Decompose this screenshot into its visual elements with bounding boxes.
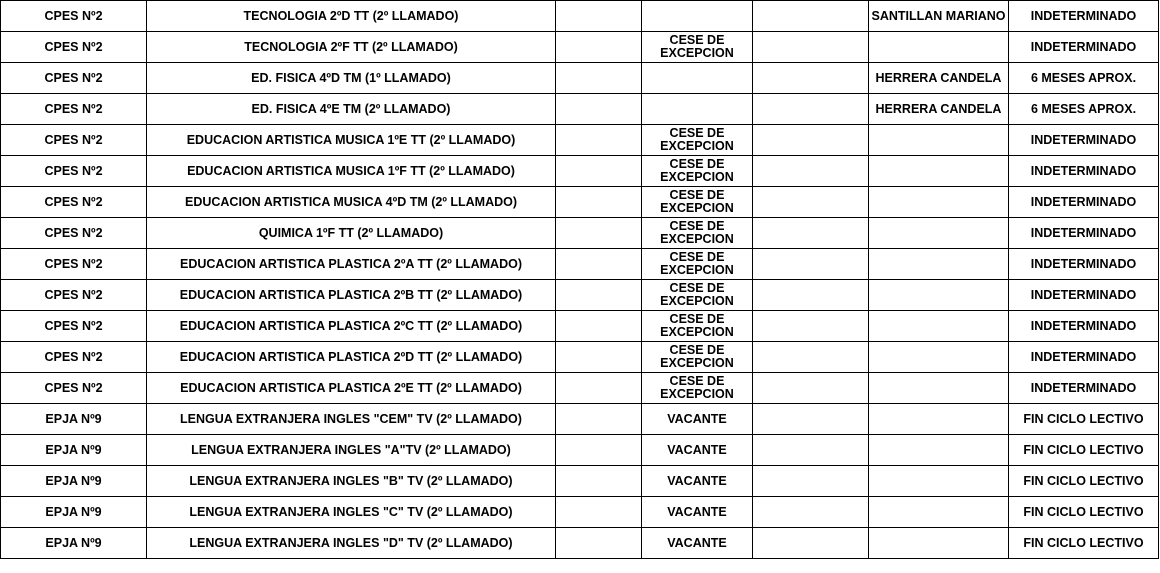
teacher-cell <box>869 125 1009 156</box>
blank-cell <box>556 94 642 125</box>
blank-cell <box>556 218 642 249</box>
reason-cell: CESE DE EXCEPCION <box>642 249 753 280</box>
reason-cell <box>642 63 753 94</box>
duration-cell: FIN CICLO LECTIVO <box>1009 466 1159 497</box>
reason-cell: VACANTE <box>642 435 753 466</box>
subject-cell: LENGUA EXTRANJERA INGLES "C" TV (2º LLAMADO) <box>147 497 556 528</box>
duration-cell: INDETERMINADO <box>1009 311 1159 342</box>
blank-cell-2 <box>753 218 869 249</box>
subject-cell: EDUCACION ARTISTICA MUSICA 4ºD TM (2º LLAMADO) <box>147 187 556 218</box>
reason-cell: CESE DE EXCEPCION <box>642 373 753 404</box>
school-cell: CPES Nº2 <box>1 1 147 32</box>
school-cell: CPES Nº2 <box>1 218 147 249</box>
blank-cell <box>556 32 642 63</box>
duration-cell: INDETERMINADO <box>1009 249 1159 280</box>
duration-cell: FIN CICLO LECTIVO <box>1009 435 1159 466</box>
school-cell: EPJA Nº9 <box>1 528 147 559</box>
blank-cell <box>556 249 642 280</box>
teacher-cell <box>869 32 1009 63</box>
blank-cell-2 <box>753 32 869 63</box>
blank-cell <box>556 156 642 187</box>
teacher-cell <box>869 156 1009 187</box>
table-row <box>1 311 1159 342</box>
blank-cell-2 <box>753 249 869 280</box>
blank-cell <box>556 311 642 342</box>
subject-cell: EDUCACION ARTISTICA PLASTICA 2ºD TT (2º LLAMADO) <box>147 342 556 373</box>
blank-cell-2 <box>753 342 869 373</box>
blank-cell <box>556 404 642 435</box>
school-cell: CPES Nº2 <box>1 342 147 373</box>
duration-cell: INDETERMINADO <box>1009 187 1159 218</box>
blank-cell-2 <box>753 125 869 156</box>
teacher-cell <box>869 218 1009 249</box>
reason-cell: VACANTE <box>642 528 753 559</box>
subject-cell: LENGUA EXTRANJERA INGLES "D" TV (2º LLAMADO) <box>147 528 556 559</box>
teacher-cell: SANTILLAN MARIANO <box>869 1 1009 32</box>
subject-cell: EDUCACION ARTISTICA PLASTICA 2ºA TT (2º LLAMADO) <box>147 249 556 280</box>
duration-cell: FIN CICLO LECTIVO <box>1009 497 1159 528</box>
table-row <box>1 280 1159 311</box>
blank-cell-2 <box>753 528 869 559</box>
subject-cell: LENGUA EXTRANJERA INGLES "CEM" TV (2º LLAMADO) <box>147 404 556 435</box>
reason-cell: CESE DE EXCEPCION <box>642 187 753 218</box>
teacher-cell <box>869 187 1009 218</box>
teacher-cell: HERRERA CANDELA <box>869 63 1009 94</box>
duration-cell: FIN CICLO LECTIVO <box>1009 404 1159 435</box>
duration-cell: INDETERMINADO <box>1009 218 1159 249</box>
blank-cell <box>556 280 642 311</box>
table-row <box>1 1 1159 32</box>
reason-cell: CESE DE EXCEPCION <box>642 32 753 63</box>
blank-cell <box>556 1 642 32</box>
subject-cell: TECNOLOGIA 2ºF TT (2º LLAMADO) <box>147 32 556 63</box>
reason-cell <box>642 1 753 32</box>
blank-cell-2 <box>753 435 869 466</box>
teacher-cell <box>869 373 1009 404</box>
table-row <box>1 125 1159 156</box>
subject-cell: LENGUA EXTRANJERA INGLES "A"TV (2º LLAMADO) <box>147 435 556 466</box>
blank-cell <box>556 125 642 156</box>
blank-cell-2 <box>753 311 869 342</box>
duration-cell: INDETERMINADO <box>1009 373 1159 404</box>
table-row <box>1 497 1159 528</box>
table-row <box>1 63 1159 94</box>
reason-cell: VACANTE <box>642 466 753 497</box>
school-cell: CPES Nº2 <box>1 94 147 125</box>
school-cell: EPJA Nº9 <box>1 497 147 528</box>
blank-cell-2 <box>753 63 869 94</box>
reason-cell: CESE DE EXCEPCION <box>642 280 753 311</box>
blank-cell <box>556 528 642 559</box>
school-cell: CPES Nº2 <box>1 280 147 311</box>
school-cell: CPES Nº2 <box>1 187 147 218</box>
subject-cell: QUIMICA 1ºF TT (2º LLAMADO) <box>147 218 556 249</box>
blank-cell <box>556 497 642 528</box>
table-body <box>1 1 1159 559</box>
teacher-cell <box>869 435 1009 466</box>
subject-cell: ED. FISICA 4ºD TM (1º LLAMADO) <box>147 63 556 94</box>
subject-cell: LENGUA EXTRANJERA INGLES "B" TV (2º LLAMADO) <box>147 466 556 497</box>
table-row <box>1 156 1159 187</box>
subject-cell: EDUCACION ARTISTICA PLASTICA 2ºE TT (2º LLAMADO) <box>147 373 556 404</box>
reason-cell: CESE DE EXCEPCION <box>642 311 753 342</box>
teacher-cell: HERRERA CANDELA <box>869 94 1009 125</box>
school-cell: EPJA Nº9 <box>1 404 147 435</box>
table-row <box>1 435 1159 466</box>
duration-cell: INDETERMINADO <box>1009 156 1159 187</box>
blank-cell-2 <box>753 497 869 528</box>
teacher-cell <box>869 404 1009 435</box>
blank-cell-2 <box>753 280 869 311</box>
duration-cell: FIN CICLO LECTIVO <box>1009 528 1159 559</box>
school-cell: EPJA Nº9 <box>1 466 147 497</box>
subject-cell: EDUCACION ARTISTICA MUSICA 1ºE TT (2º LLAMADO) <box>147 125 556 156</box>
school-cell: CPES Nº2 <box>1 311 147 342</box>
school-cell: CPES Nº2 <box>1 63 147 94</box>
table-row <box>1 466 1159 497</box>
blank-cell <box>556 63 642 94</box>
teacher-cell <box>869 311 1009 342</box>
school-cell: EPJA Nº9 <box>1 435 147 466</box>
subject-cell: EDUCACION ARTISTICA PLASTICA 2ºC TT (2º LLAMADO) <box>147 311 556 342</box>
table-row <box>1 528 1159 559</box>
subject-cell: ED. FISICA 4ºE TM (2º LLAMADO) <box>147 94 556 125</box>
school-cell: CPES Nº2 <box>1 249 147 280</box>
blank-cell <box>556 187 642 218</box>
blank-cell-2 <box>753 404 869 435</box>
table-row <box>1 218 1159 249</box>
table-row <box>1 404 1159 435</box>
duration-cell: INDETERMINADO <box>1009 125 1159 156</box>
duration-cell: INDETERMINADO <box>1009 1 1159 32</box>
reason-cell <box>642 94 753 125</box>
subject-cell: EDUCACION ARTISTICA MUSICA 1ºF TT (2º LLAMADO) <box>147 156 556 187</box>
subject-cell: TECNOLOGIA 2ºD TT (2º LLAMADO) <box>147 1 556 32</box>
table-row <box>1 187 1159 218</box>
school-cell: CPES Nº2 <box>1 32 147 63</box>
teacher-cell <box>869 466 1009 497</box>
blank-cell <box>556 342 642 373</box>
table-row <box>1 249 1159 280</box>
duration-cell: INDETERMINADO <box>1009 342 1159 373</box>
reason-cell: VACANTE <box>642 404 753 435</box>
duration-cell: INDETERMINADO <box>1009 280 1159 311</box>
blank-cell-2 <box>753 156 869 187</box>
blank-cell-2 <box>753 1 869 32</box>
table-row <box>1 32 1159 63</box>
reason-cell: CESE DE EXCEPCION <box>642 342 753 373</box>
school-cell: CPES Nº2 <box>1 156 147 187</box>
subject-cell: EDUCACION ARTISTICA PLASTICA 2ºB TT (2º LLAMADO) <box>147 280 556 311</box>
blank-cell <box>556 373 642 404</box>
blank-cell-2 <box>753 466 869 497</box>
duration-cell: 6 MESES APROX. <box>1009 63 1159 94</box>
reason-cell: VACANTE <box>642 497 753 528</box>
blank-cell-2 <box>753 94 869 125</box>
blank-cell <box>556 466 642 497</box>
blank-cell-2 <box>753 187 869 218</box>
duration-cell: INDETERMINADO <box>1009 32 1159 63</box>
reason-cell: CESE DE EXCEPCION <box>642 218 753 249</box>
teacher-cell <box>869 528 1009 559</box>
reason-cell: CESE DE EXCEPCION <box>642 156 753 187</box>
school-cell: CPES Nº2 <box>1 373 147 404</box>
blank-cell-2 <box>753 373 869 404</box>
teacher-cell <box>869 497 1009 528</box>
school-cell: CPES Nº2 <box>1 125 147 156</box>
table-row <box>1 94 1159 125</box>
duration-cell: 6 MESES APROX. <box>1009 94 1159 125</box>
reason-cell: CESE DE EXCEPCION <box>642 125 753 156</box>
blank-cell <box>556 435 642 466</box>
teacher-cell <box>869 342 1009 373</box>
table-row <box>1 373 1159 404</box>
table-row <box>1 342 1159 373</box>
teacher-cell <box>869 249 1009 280</box>
teacher-cell <box>869 280 1009 311</box>
